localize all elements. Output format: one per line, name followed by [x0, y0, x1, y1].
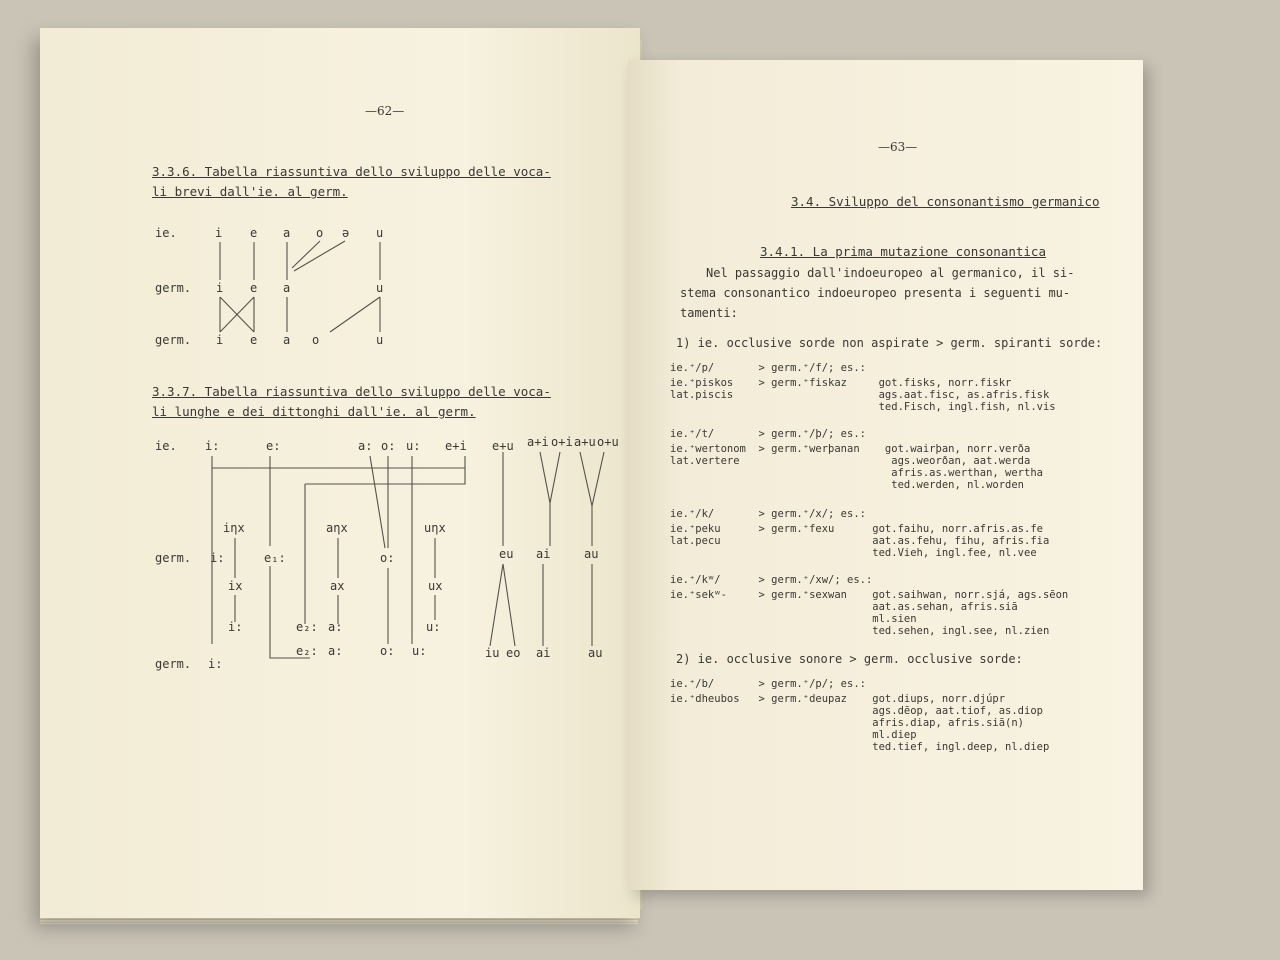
example-line: ie.⁺dheubos > germ.⁺deupaz got.diups, norr.djúpr	[670, 693, 1006, 705]
example-line: aat.as.sehan, afris.siā	[670, 601, 1018, 613]
vowel: a+u	[574, 435, 596, 449]
vowel: i:	[228, 620, 243, 634]
row-label: germ.	[155, 657, 192, 671]
example-line: ie.⁺/p/ > germ.⁺/f/; es.:	[670, 362, 866, 374]
vowel: e₂:	[296, 644, 318, 658]
example-line: lat.pecu aat.as.fehu, fihu, afris.fia	[670, 535, 1050, 547]
example-line: ie.⁺sekʷ- > germ.⁺sexwan got.saihwan, norr.sjá, ags.sēon	[670, 589, 1069, 601]
vowel: i:	[210, 551, 225, 565]
vowel: e₁:	[264, 551, 286, 565]
vowel: i	[216, 333, 224, 347]
vowel: ux	[428, 579, 443, 593]
example-line: ted.werden, nl.worden	[670, 479, 1025, 491]
example-line: afris.diap, afris.siā(n)	[670, 717, 1025, 729]
vowel: i	[216, 281, 224, 295]
example-line: ted.Fisch, ingl.fish, nl.vis	[670, 401, 1056, 413]
vowel: o:	[380, 551, 395, 565]
vowel: ix	[228, 579, 243, 593]
vowel: o:	[381, 439, 396, 453]
row-label: ie.	[155, 226, 177, 240]
vowel: e+i	[445, 439, 467, 453]
example-line: ie.⁺piskos > germ.⁺fiskaz got.fisks, norr.fiskr	[670, 377, 1012, 389]
vowel: i	[215, 226, 223, 240]
vowel: a	[283, 333, 291, 347]
example-line: ted.tief, ingl.deep, nl.diep	[670, 741, 1050, 753]
vowel: aηx	[326, 521, 348, 535]
vowel: o+u	[597, 435, 619, 449]
row-label: germ.	[155, 281, 192, 295]
page-number: —62—	[365, 104, 405, 118]
vowel: a	[283, 281, 291, 295]
example-line: ted.sehen, ingl.see, nl.zien	[670, 625, 1050, 637]
vowel: a:	[328, 620, 343, 634]
vowel: au	[588, 646, 603, 660]
intro-line: Nel passaggio dall'indoeuropeo al germanico, il si-	[706, 266, 1075, 280]
subsection-heading: 3.4.1. La prima mutazione consonantica	[760, 244, 1046, 259]
vowel: o	[312, 333, 320, 347]
vowel: ax	[330, 579, 345, 593]
vowel: uηx	[424, 521, 446, 535]
vowel: e	[250, 281, 258, 295]
vowel: u	[376, 281, 384, 295]
vowel: u	[376, 226, 384, 240]
example-line: lat.piscis ags.aat.fisc, as.afris.fisk	[670, 389, 1050, 401]
section-heading-line1: 3.3.7. Tabella riassuntiva dello sviluppo delle voca-	[152, 384, 551, 399]
section-heading-line2: li brevi dall'ie. al germ.	[152, 184, 348, 199]
row-label: germ.	[155, 551, 192, 565]
example-line: ie.⁺peku > germ.⁺fexu got.faihu, norr.afris.as.fe	[670, 523, 1043, 535]
vowel: i:	[205, 439, 220, 453]
vowel: i:	[208, 657, 223, 671]
vowel: e	[250, 333, 258, 347]
vowel: iηx	[223, 521, 245, 535]
vowel: au	[584, 547, 599, 561]
vowel: e	[250, 226, 258, 240]
vowel: e₂:	[296, 620, 318, 634]
right-page	[628, 60, 1143, 890]
vowel: o	[316, 226, 324, 240]
vowel: u:	[406, 439, 421, 453]
vowel: a:	[328, 644, 343, 658]
vowel: u:	[412, 644, 427, 658]
page-number: —63—	[878, 140, 918, 154]
example-line: ml.diep	[670, 729, 917, 741]
vowel: u	[376, 333, 384, 347]
vowel: a+i	[527, 435, 549, 449]
left-page	[40, 28, 640, 918]
example-line: ie.⁺/t/ > germ.⁺/þ/; es.:	[670, 428, 866, 440]
row-label: germ.	[155, 333, 192, 347]
example-line: ie.⁺/b/ > germ.⁺/p/; es.:	[670, 678, 866, 690]
vowel: o:	[380, 644, 395, 658]
vowel: ə	[342, 226, 350, 240]
vowel: eu	[499, 547, 514, 561]
vowel: o+i	[551, 435, 573, 449]
example-line: ted.Vieh, ingl.fee, nl.vee	[670, 547, 1037, 559]
vowel: iu	[485, 646, 500, 660]
rule-heading: 1) ie. occlusive sorde non aspirate > germ. spiranti sorde:	[676, 336, 1103, 350]
example-line: afris.as.werthan, wertha	[670, 467, 1043, 479]
rule-heading: 2) ie. occlusive sonore > germ. occlusive sorde:	[676, 652, 1023, 666]
vowel: u:	[426, 620, 441, 634]
example-line: ie.⁺/k/ > germ.⁺/x/; es.:	[670, 508, 866, 520]
vowel: ai	[536, 547, 551, 561]
example-line: ml.sien	[670, 613, 917, 625]
vowel: ai	[536, 646, 551, 660]
row-label: ie.	[155, 439, 177, 453]
example-line: lat.vertere ags.weorðan, aat.werda	[670, 455, 1031, 467]
vowel: e:	[266, 439, 281, 453]
vowel: e+u	[492, 439, 514, 453]
vowel: a	[283, 226, 291, 240]
long-vowel-diphthong-diagram	[40, 28, 640, 918]
section-heading-line2: li lunghe e dei dittonghi dall'ie. al germ.	[152, 404, 476, 419]
intro-line: stema consonantico indoeuropeo presenta i seguenti mu-	[680, 286, 1071, 300]
section-heading: 3.4. Sviluppo del consonantismo germanico	[791, 194, 1100, 209]
example-line: ags.dēop, aat.tiof, as.diop	[670, 705, 1043, 717]
intro-line: tamenti:	[680, 306, 738, 320]
example-line: ie.⁺/kʷ/ > germ.⁺/xw/; es.:	[670, 574, 873, 586]
example-line: ie.⁺wertonom > germ.⁺werþanan got.wairþan, norr.verða	[670, 443, 1031, 455]
section-heading-line1: 3.3.6. Tabella riassuntiva dello sviluppo delle voca-	[152, 164, 551, 179]
vowel: eo	[506, 646, 521, 660]
vowel: a:	[358, 439, 373, 453]
